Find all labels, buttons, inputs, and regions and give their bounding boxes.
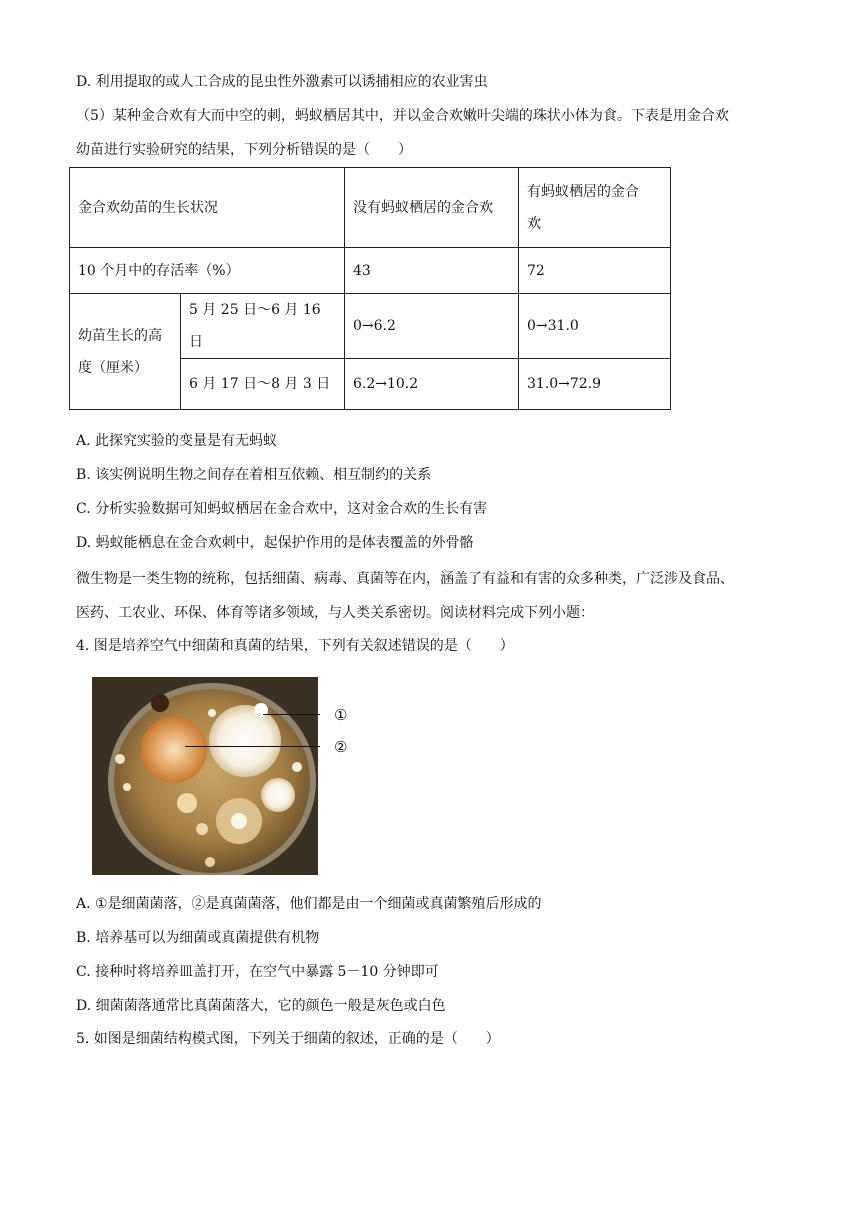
q3-5-stem-line-2: 幼苗进行实验研究的结果，下列分析错误的是（ ） bbox=[76, 142, 412, 158]
table-row-survival-no-ants: 43 bbox=[345, 248, 519, 294]
q3-5-option-c: C. 分析实验数据可知蚂蚁栖居在金合欢中，这对金合欢的生长有害 bbox=[76, 501, 488, 517]
table-row-height-label-line-1: 幼苗生长的高 bbox=[78, 327, 162, 344]
petri-dish-image bbox=[92, 677, 318, 875]
q3-option-d: D. 利用提取的或人工合成的昆虫性外激素可以诱捕相应的农业害虫 bbox=[76, 74, 488, 90]
table-period-1-no-ants: 0→6.2 bbox=[345, 294, 519, 359]
callout-label-2: ② bbox=[334, 738, 348, 756]
table-row-survival-with-ants: 72 bbox=[519, 248, 671, 294]
q3-5-option-d: D. 蚂蚁能栖息在金合欢刺中，起保护作用的是体表覆盖的外骨骼 bbox=[76, 535, 474, 551]
table-header-with-ants-line-1: 有蚂蚁栖居的金合 bbox=[527, 183, 639, 200]
q3-5-stem-line-1: （5）某种金合欢有大而中空的刺，蚂蚁栖居其中，并以金合欢嫩叶尖端的珠状小体为食。下表是用金合欢 bbox=[76, 108, 729, 124]
petri-dish-photo bbox=[92, 677, 318, 875]
experiment-table bbox=[69, 167, 671, 410]
q4-option-c: C. 接种时将培养皿盖打开，在空气中暴露 5－10 分钟即可 bbox=[76, 964, 439, 980]
q5-stem: 5. 如图是细菌结构模式图，下列关于细菌的叙述，正确的是（ ） bbox=[76, 1031, 500, 1047]
table-row-height-label-line-2: 度（厘米） bbox=[78, 359, 148, 376]
table-period-1-with-ants: 0→31.0 bbox=[519, 294, 671, 359]
table-header-with-ants bbox=[519, 168, 671, 248]
table-row-survival-label: 10 个月中的存活率（%） bbox=[70, 248, 345, 294]
callout-line-2 bbox=[185, 746, 320, 747]
q4-option-d: D. 细菌菌落通常比真菌菌落大，它的颜色一般是灰色或白色 bbox=[76, 998, 446, 1014]
table-header-item: 金合欢幼苗的生长状况 bbox=[70, 168, 345, 248]
q4-option-b: B. 培养基可以为细菌或真菌提供有机物 bbox=[76, 930, 320, 946]
callout-line-1 bbox=[263, 714, 320, 715]
q3-5-option-b: B. 该实例说明生物之间存在着相互依赖、相互制约的关系 bbox=[76, 467, 432, 483]
intro-line-1: 微生物是一类生物的统称，包括细菌、病毒、真菌等在内，涵盖了有益和有害的众多种类，广泛涉及食品、 bbox=[76, 571, 734, 587]
table-period-2: 6 月 17 日～8 月 3 日 bbox=[181, 359, 345, 410]
callout-label-1: ① bbox=[334, 706, 348, 724]
table-period-2-with-ants: 31.0→72.9 bbox=[519, 359, 671, 410]
table-row-height-label bbox=[70, 294, 181, 410]
table-header-with-ants-line-2: 欢 bbox=[527, 215, 541, 232]
table-period-1: 5 月 25 日～6 月 16 日 bbox=[181, 294, 345, 359]
q3-5-option-a: A. 此探究实验的变量是有无蚂蚁 bbox=[76, 433, 278, 449]
q4-stem: 4. 图是培养空气中细菌和真菌的结果，下列有关叙述错误的是（ ） bbox=[76, 638, 514, 654]
q4-option-a: A. ①是细菌菌落，②是真菌菌落，他们都是由一个细菌或真菌繁殖后形成的 bbox=[76, 896, 542, 912]
table-period-2-no-ants: 6.2→10.2 bbox=[345, 359, 519, 410]
intro-line-2: 医药、工农业、环保、体育等诸多领域，与人类关系密切。阅读材料完成下列小题： bbox=[76, 605, 594, 621]
table-header-no-ants: 没有蚂蚁栖居的金合欢 bbox=[345, 168, 519, 248]
